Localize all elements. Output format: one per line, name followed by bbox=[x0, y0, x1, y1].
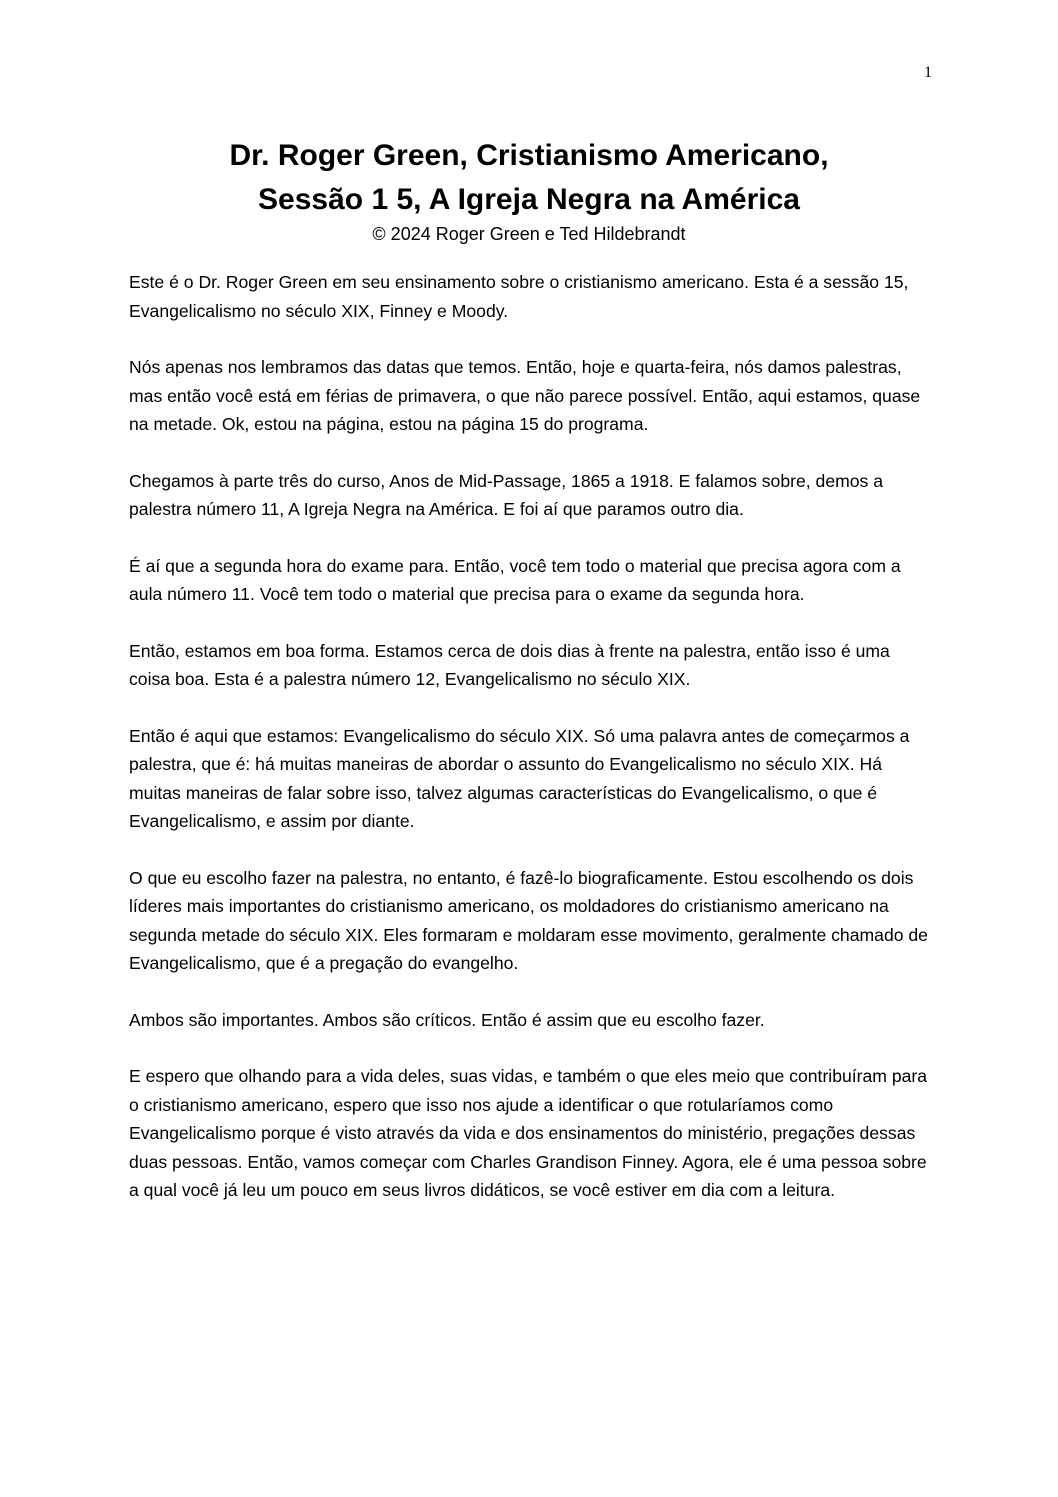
page-number: 1 bbox=[924, 64, 932, 81]
title-line-2: Sessão 1 5, A Igreja Negra na América bbox=[258, 183, 800, 216]
paragraph: É aí que a segunda hora do exame para. Então, você tem todo o material que precisa agora com a aula número 11. Você tem todo o material que precisa para o exame da segunda hora. bbox=[129, 555, 901, 604]
paragraph: Então é aqui que estamos: Evangelicalismo do século XIX. Só uma palavra antes de começarmos a palestra, que é: há muitas maneiras de abordar o assunto do Evangelicalismo no século XIX. Há muitas maneiras de falar sobre isso, talvez algumas características do Evangelicalismo, o que é Evangelicalismo, e assim por diante. bbox=[129, 725, 910, 831]
document-title bbox=[0, 134, 1058, 222]
title-line-1: Dr. Roger Green, Cristianismo Americano, bbox=[229, 139, 829, 172]
document-body bbox=[129, 268, 934, 1233]
paragraph: E espero que olhando para a vida deles, suas vidas, e também o que eles meio que contribuíram para o cristianismo americano, espero que isso nos ajude a identificar o que rotularíamos como Evangelicalismo porque é visto através da vida e dos ensinamentos do ministério, pregações dessas duas pessoas. Então, vamos começar com Charles Grandison Finney. Agora, ele é uma pessoa sobre a qual você já leu um pouco em seus livros didáticos, se você estiver em dia com a leitura. bbox=[129, 1066, 928, 1200]
paragraph: Nós apenas nos lembramos das datas que temos. Então, hoje e quarta-feira, nós damos palestras, mas então você está em férias de primavera, o que não parece possível. Então, aqui estamos, quase na metade. Ok, estou na página, estou na página 15 do programa. bbox=[129, 357, 921, 434]
paragraph: Chegamos à parte três do curso, Anos de Mid-Passage, 1865 a 1918. E falamos sobre, demos a palestra número 11, A Igreja Negra na América. E foi aí que paramos outro dia. bbox=[129, 470, 884, 519]
paragraph: Este é o Dr. Roger Green em seu ensinamento sobre o cristianismo americano. Esta é a sessão 15, Evangelicalismo no século XIX, Finney e Moody. bbox=[129, 272, 909, 321]
paragraph: O que eu escolho fazer na palestra, no entanto, é fazê-lo biograficamente. Estou escolhendo os dois líderes mais importantes do cristianismo americano, os moldadores do cristianismo americano na segunda metade do século XIX. Eles formaram e moldaram esse movimento, geralmente chamado de Evangelicalismo, que é a pregação do evangelho. bbox=[129, 867, 928, 973]
copyright-notice: © 2024 Roger Green e Ted Hildebrandt bbox=[372, 224, 686, 244]
paragraph: Então, estamos em boa forma. Estamos cerca de dois dias à frente na palestra, então isso é uma coisa boa. Esta é a palestra número 12, Evangelicalismo no século XIX. bbox=[129, 640, 890, 689]
paragraph: Ambos são importantes. Ambos são críticos. Então é assim que eu escolho fazer. bbox=[129, 1009, 765, 1030]
